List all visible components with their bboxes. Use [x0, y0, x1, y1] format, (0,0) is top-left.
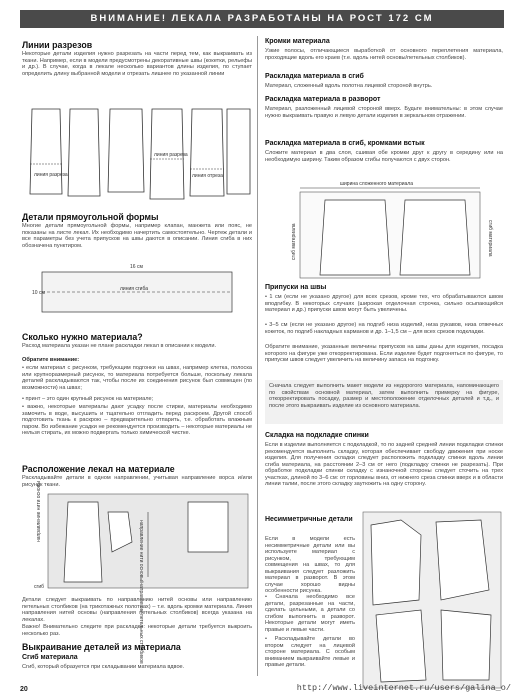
text-grain-direction: Детали следует выкраивать по направлению нитей основы или направлению петельных столбиков (на трикотажных полотнах) – т.е. вдоль кромки материала. Линия направления нитей основы (направления петельных столбиков) всегда указана на лекалах. [22, 597, 252, 623]
heading-rect-parts: Детали прямоугольной формы [22, 212, 159, 222]
text-important-note: Важно! Внимательно следите при раскладке: некоторые детали требуется выкроить несколько раз. [22, 624, 252, 637]
bullet-asymmetric-2: • Раскладывайте детали во втором следует на лицевой стороне материала. С особым вниманием выкраивайте левые и правые детали. [265, 636, 355, 668]
text-cut-lines: Некоторые детали изделия нужно разрезать на части перед тем, как выкраивать из ткани. Например, если в модели предусмотрены декоративные швы (кокетки, рельефы и др.). В случае, когда в лекале несколько вариантов длины изделия, по ступает определить длину выбранной модели и отрезать лишнее по указанной линии [22, 51, 252, 77]
bullet-allowance-1: • 1 см (если не указано другое) для всех срезов, кроме тех, что обрабатываются швом вподгибку. В некоторых случаях (широкая отделочная строчка, сильно осыпающийся материал и др.) припуски швов могут быть увеличены. [265, 294, 503, 313]
text-open-layout: Материал, разложенный лицевой стороной вверх. Будьте внимательны: в этом случае нужно выкраивать правую и левую детали изделия в зеркальном отражении. [265, 106, 503, 119]
bullet-shrink: • важно, некоторые материалы дают усадку после стирки, материалы необходимо замочить в воде, высушить и тщательно отгладить перед раскроем. Другой способ подготовить ткань к раскрою – предварительно отпарить, т.е. обработать влажным паром. Во избежание усадки не рекомендуется производить – некоторые материалы не нельзя стирать, их можно подвергать только химической чистке. [22, 404, 252, 436]
rect-width-label: 16 см [130, 264, 143, 270]
text-selvedge-fold: Сложите материал в два слоя, сшивая обе кромки друг к другу в середину или на необходимую ширину. Таким образом сгибы получаются с двух сторон. [265, 150, 503, 163]
text-fold: Сгиб, который образуется при складывании материала вдвое. [22, 664, 185, 670]
fold-line-label: линия сгиба [120, 286, 149, 292]
folded-width-label: ширина сложенного материала [340, 181, 413, 187]
cut-label-b: линия разреза [154, 152, 188, 158]
bullet-check-pattern: • если материал с рисунком, требующим подгонки на швах, например клетка, полоска или крупноразмерный рисунок, то материала потребуется больше, поскольку лекала деталей раскладываются так, чтобы после их соединения рисунок был совмещен (по возможности) на швах; [22, 365, 252, 391]
bullet-print: • принт – это один крупный рисунок на материале; [22, 396, 154, 402]
double-fold-figure [265, 180, 503, 280]
text-mockup-note: Сначала следует выполнить макет модели из недорогого материала, напоминающего по свойствам основной материал, затем выполнить примерку на фигуре, откорректировать посадку, размер и местоположение отделочных деталей и т.д., и после этого выкраивать изделие из основного материала. [269, 383, 499, 409]
text-fold-layout: Материал, сложенный вдоль полотна лицевой стороной внутрь. [265, 83, 433, 89]
text-rect-parts: Многие детали прямоугольной формы, например клапан, манжета или пояс, не показаны на листе лекал. Их необходимо начертить самостоятельно. Чертеж детали и все параметры без учета припусков на швы даются в описании. Линия сгиба в них обозначена пунктиром. [22, 223, 252, 249]
text-asymmetric: Если в модели есть несимметричные детали или вы используете материал с рисунком, требующим совмещения на швах, то для выкраивания следует разложить материал в разворот. В этом случае хорошо видны особенности рисунка. [265, 536, 355, 594]
page-number: 20 [20, 686, 28, 693]
bullet-allowance-2: • 3–5 см (если не указано другое) на подгиб низа изделий, низа рукавов, низа отвечных кокеток, по подгиб накладных карманов и др. 1–1,5 см – для всех срезов подкладки. [265, 322, 503, 335]
watermark-url: http://www.liveinternet.ru/users/galina_o/ [296, 683, 511, 693]
heading-open-layout: Раскладка материала в разворот [265, 96, 381, 103]
text-layout: Раскладывайте детали в одном направлении, учитывая направление ворса и/или рисунок ткани. [22, 475, 252, 488]
heading-selvedge: Кромки материала [265, 38, 330, 45]
column-divider [257, 36, 258, 676]
heading-selvedge-fold: Раскладка материала в сгиб, кромками встык [265, 140, 425, 147]
heading-cut-lines: Линии разрезов [22, 40, 93, 50]
header-banner [20, 10, 504, 28]
warp-label-1: направление нити основы/направление петельных столбиков [138, 520, 144, 664]
cut-label-c: линия отреза [192, 173, 223, 179]
rect-part-figure [30, 260, 240, 320]
fold-label: сгиб [34, 584, 44, 590]
text-selvedge: Узкие полосы, отличающиеся выработкой от основного переплетения материала, проходящие вдоль его краев (т.е. вдоль нитей основы/петельных столбиков). [265, 48, 503, 61]
asymmetric-figure [361, 510, 503, 690]
heading-material-amount: Сколько нужно материала? [22, 332, 143, 342]
subheading-fold: Сгиб материала [22, 654, 78, 661]
mockup-note-box [265, 380, 503, 424]
heading-layout: Расположение лекал на материале [22, 464, 175, 474]
heading-fold-layout: Раскладка материала в сгиб [265, 73, 364, 80]
cut-label-a: линия разреза [34, 172, 68, 178]
bullet-asymmetric-1: • Сначала необходимо все детали, разрезанные на части, сделать цельными, а детали со сгибом выполнить в разворот. Некоторые детали могут иметь правые и левые части. [265, 594, 355, 633]
heading-lining-pleat: Складка на подкладке спинки [265, 432, 369, 439]
heading-asymmetric: Несимметричные детали [265, 516, 353, 523]
rect-height-label: 10 см [32, 290, 45, 296]
fold-label-a: сгиб материала [291, 223, 297, 260]
warp-label-2: направление нити основы [36, 481, 42, 542]
text-material-intro: Расход материала указан не плане раскладки лекал в описании к модели. [22, 343, 217, 349]
fold-label-b: сгиб материала [487, 220, 493, 257]
text-lining-pleat: Если в изделии выполняется с подкладкой, то по задней средней линии подкладки спинки рекомендуется выполнить складку, которая обеспечивает свободу движения при носке изделия. Для получения складки следует расположить подкладку спинки вдоль линии сгиба материала, на расстоянии 2–3 см от него (подкладку спинки не разрезать). При обработке подкладки спинки складку с изнаночной стороны следует сточить на трех участках, длиной по 3–6 см: от горловины вниз, от нижнего среза спинки вверх и в области линии талии, после этого складку заутюжить на одну сторону. [265, 442, 503, 487]
heading-seam-allowance: Припуски на швы [265, 284, 327, 291]
text-allowance-note: Обратите внимание, указанные величины припусков на швы даны для изделия, посадка которого на фигуре уже откорректирована. Если изделие будет подгоняться по фигуре, то припуски швов следует увеличить на величину запаса на подгонку. [265, 344, 503, 363]
heading-cutting: Выкраивание деталей из материала [22, 642, 181, 652]
attention-subheading: Обратите внимание: [22, 357, 80, 363]
cut-lines-figure [22, 104, 252, 204]
banner-text: ВНИМАНИЕ! ЛЕКАЛА РАЗРАБОТАНЫ НА РОСТ 172 СМ [90, 13, 434, 24]
